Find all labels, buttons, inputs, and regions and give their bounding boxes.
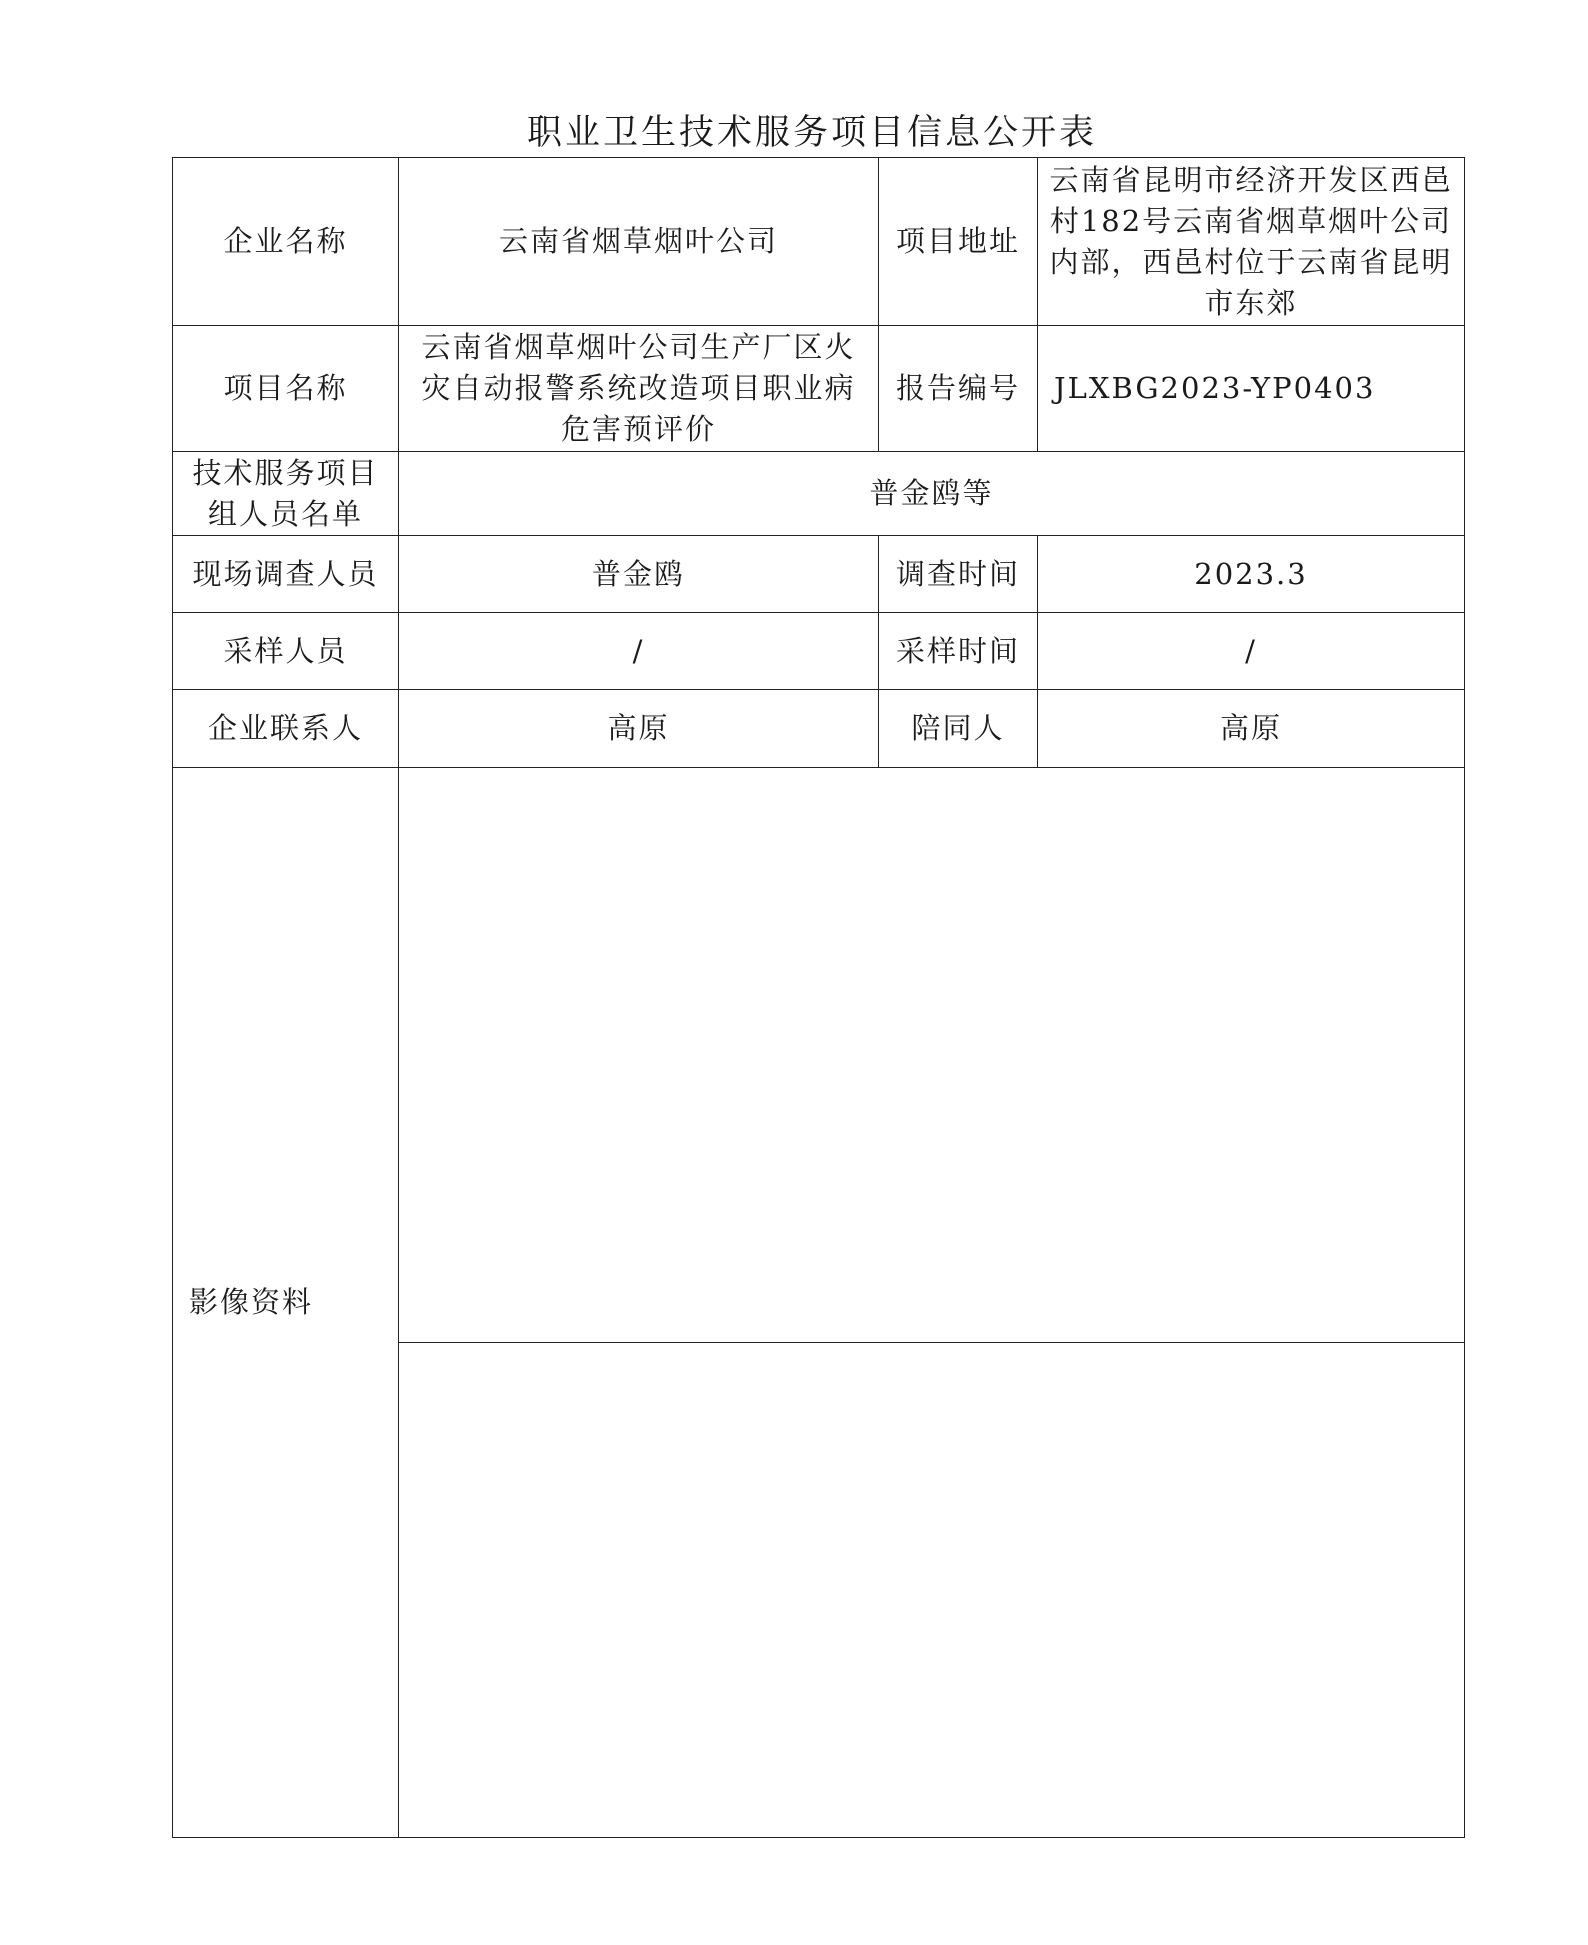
sampling-staff-value: / [399,613,879,690]
survey-time-label: 调查时间 [879,536,1038,613]
table-row [173,690,1465,768]
table-row [173,326,1465,452]
project-address-value: 云南省昆明市经济开发区西邑村182号云南省烟草烟叶公司内部，西邑村位于云南省昆明市东郊 [1038,158,1465,326]
report-no-value: JLXBG2023-YP0403 [1038,326,1465,452]
table-row [173,536,1465,613]
project-name-value: 云南省烟草烟叶公司生产厂区火灾自动报警系统改造项目职业病危害预评价 [399,326,879,452]
table-row [173,613,1465,690]
contact-label: 企业联系人 [173,690,399,768]
accompany-value: 高原 [1038,690,1465,768]
sampling-time-value: / [1038,613,1465,690]
table-row [173,452,1465,536]
info-table [172,157,1465,1838]
table-row [173,768,1465,1343]
accompany-label: 陪同人 [879,690,1038,768]
sampling-time-label: 采样时间 [879,613,1038,690]
photo-box-1 [399,768,1465,1343]
survey-time-value: 2023.3 [1038,536,1465,613]
survey-staff-label: 现场调查人员 [173,536,399,613]
survey-staff-value: 普金鸥 [399,536,879,613]
page-title: 职业卫生技术服务项目信息公开表 [526,113,1097,153]
company-name-label: 企业名称 [173,158,399,326]
project-address-label: 项目地址 [879,158,1038,326]
contact-value: 高原 [399,690,879,768]
team-value: 普金鸥等 [399,452,1465,536]
project-name-label: 项目名称 [173,326,399,452]
table-row [173,158,1465,326]
company-name-value: 云南省烟草烟叶公司 [399,158,879,326]
photos-label: 影像资料 [173,768,399,1838]
sampling-staff-label: 采样人员 [173,613,399,690]
photo-box-2 [399,1343,1465,1838]
team-label: 技术服务项目组人员名单 [173,452,399,536]
report-no-label: 报告编号 [879,326,1038,452]
